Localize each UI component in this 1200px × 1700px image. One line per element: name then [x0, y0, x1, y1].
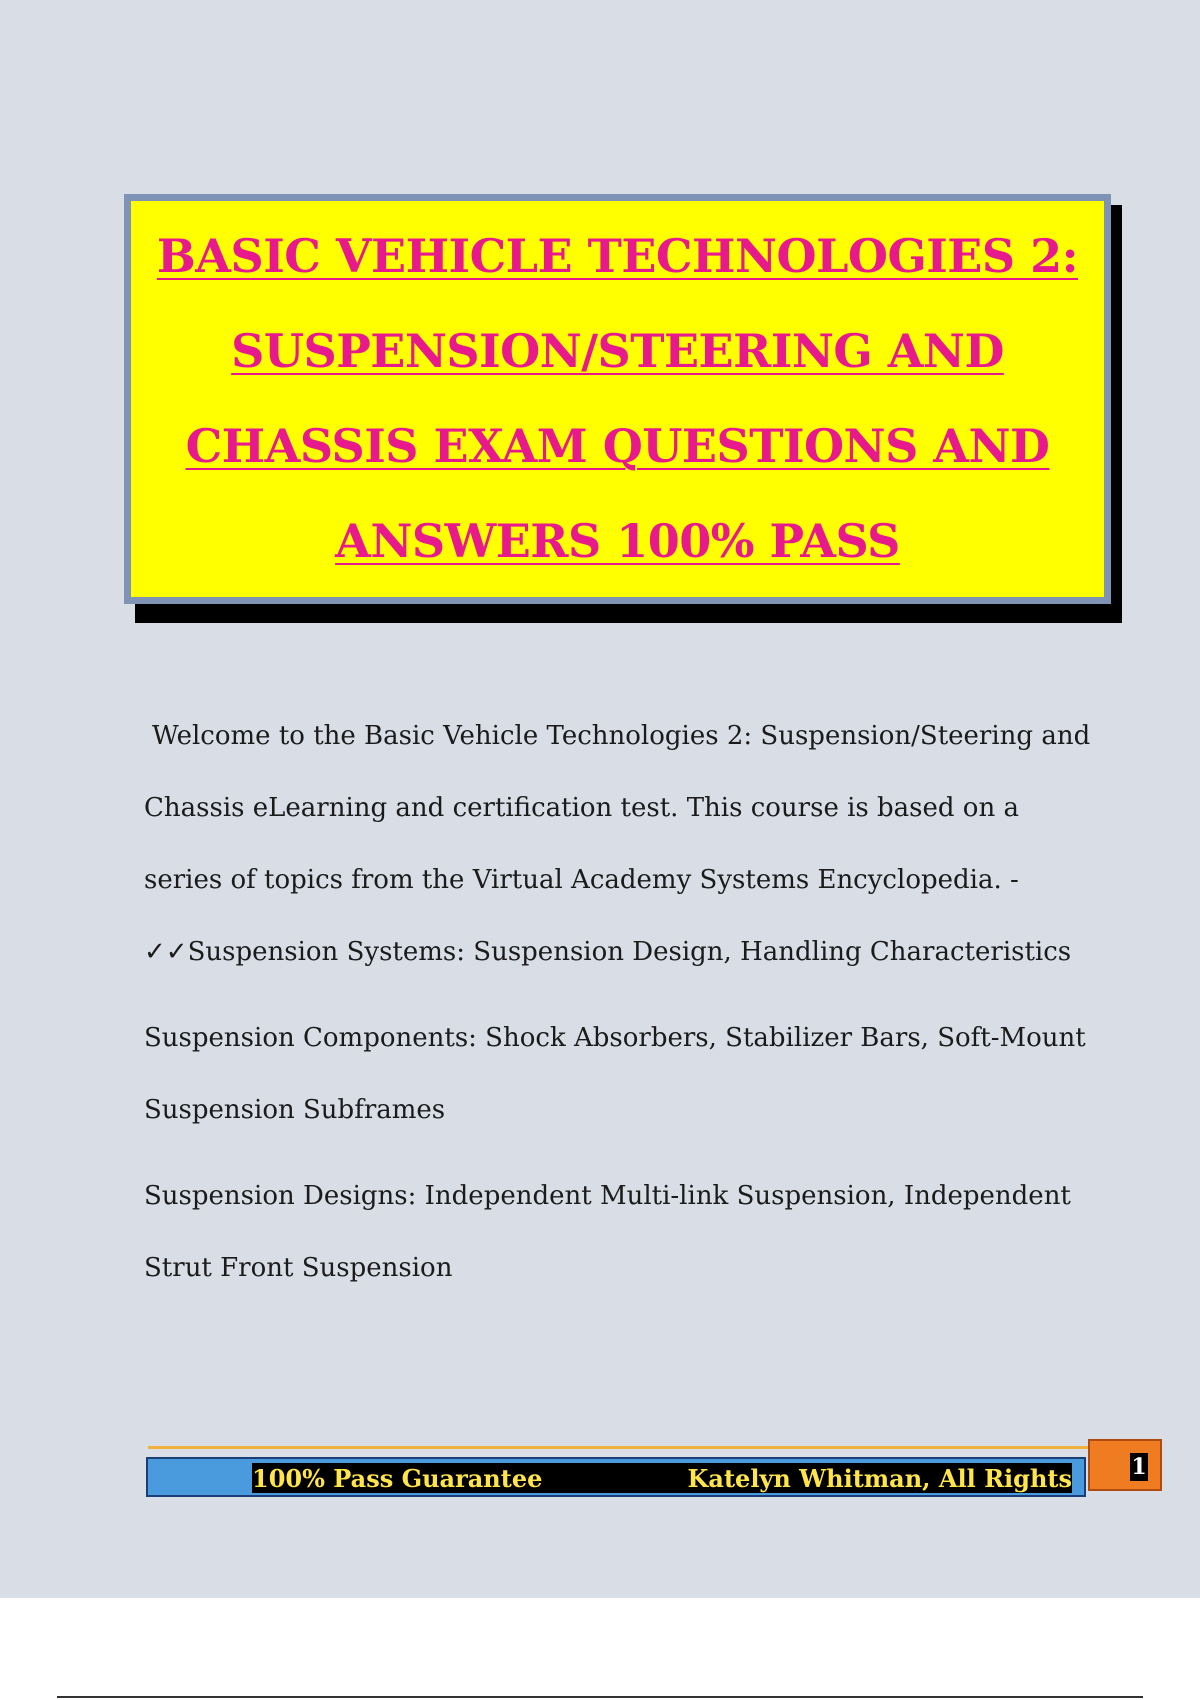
page-number-box — [1088, 1439, 1162, 1491]
footer-divider — [148, 1446, 1088, 1449]
title-line: CHASSIS EXAM QUESTIONS AND — [185, 419, 1050, 473]
footer-copyright-text: Katelyn Whitman, All Rights — [687, 1463, 1072, 1493]
title-box — [124, 194, 1111, 604]
footer-bar — [146, 1457, 1086, 1497]
title-line: SUSPENSION/STEERING AND — [231, 324, 1004, 378]
components-paragraph: Suspension Components: Shock Absorbers, Stabilizer Bars, Soft-Mount Suspension Subframes — [144, 1023, 1086, 1125]
designs-paragraph: Suspension Designs: Independent Multi-link Suspension, Independent Strut Front Suspension — [144, 1181, 1071, 1283]
page-number: 1 — [1131, 1454, 1147, 1480]
document-body — [144, 700, 1094, 1304]
footer-text-strip — [252, 1463, 1072, 1493]
intro-paragraph: Welcome to the Basic Vehicle Technologies 2: Suspension/Steering and Chassis eLearning and certification test. This course is based on a series of topics from the Virtual Academy Systems Encyclopedia. - ✓✓Suspension Systems: Suspension Design, Handling Characteristics — [144, 721, 1091, 967]
title-line: ANSWERS 100% PASS — [335, 514, 900, 568]
footer-guarantee-text: 100% Pass Guarantee — [252, 1463, 543, 1493]
document-title — [131, 209, 1104, 589]
page-bottom-divider — [57, 1696, 1143, 1698]
title-line: BASIC VEHICLE TECHNOLOGIES 2: — [156, 229, 1079, 283]
